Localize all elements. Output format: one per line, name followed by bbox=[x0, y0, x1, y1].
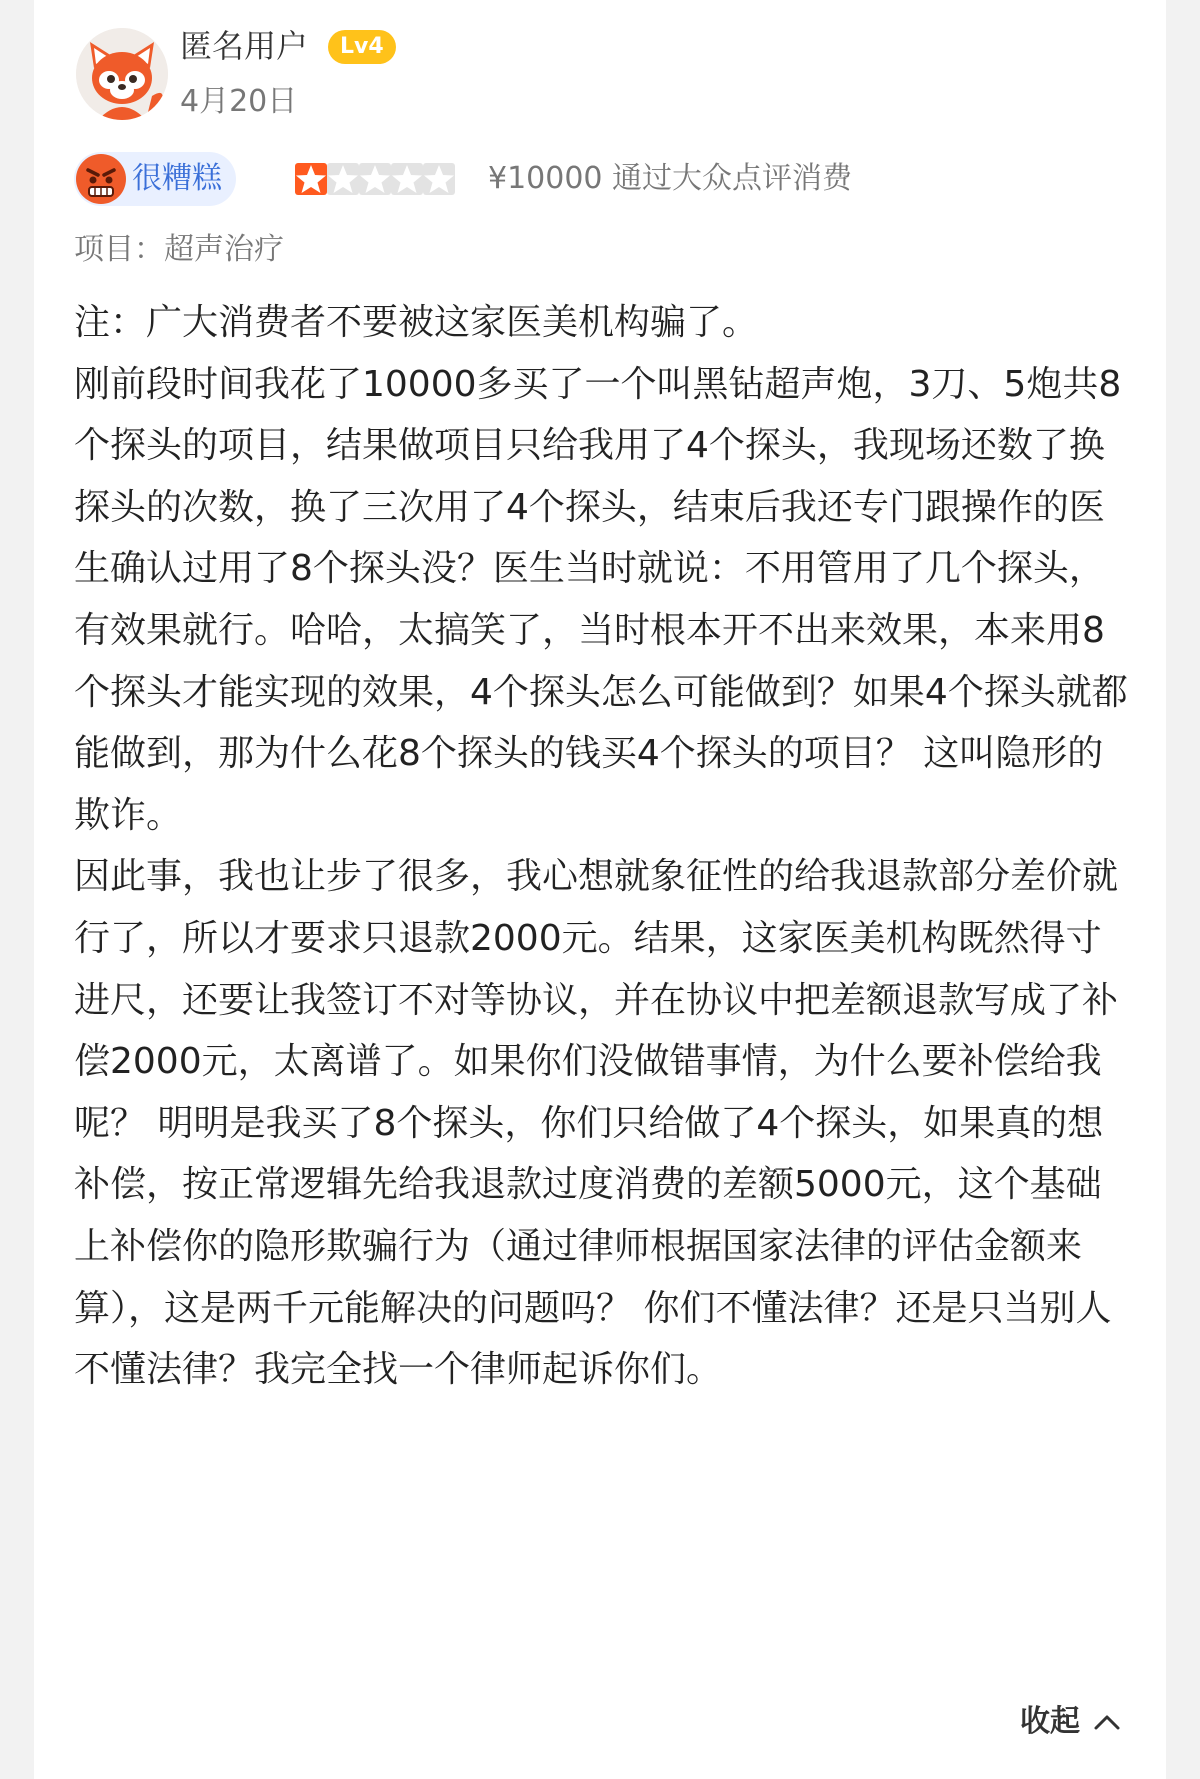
collapse-button[interactable]: 收起 bbox=[1020, 1704, 1080, 1739]
review-body bbox=[74, 292, 1130, 1401]
level-badge: Lv4 bbox=[328, 30, 396, 64]
red-panda-avatar-icon bbox=[76, 28, 168, 120]
rating-row bbox=[74, 152, 1154, 206]
star-empty-icon bbox=[422, 162, 456, 196]
user-name[interactable]: 匿名用户 bbox=[180, 27, 309, 65]
star-empty-icon bbox=[326, 162, 360, 196]
rating-label: 很糟糕 bbox=[132, 161, 222, 196]
star-empty-icon bbox=[358, 162, 392, 196]
price-info: ¥10000 通过大众点评消费 bbox=[488, 161, 853, 196]
angry-face-icon bbox=[74, 152, 128, 206]
rating-mood-badge bbox=[74, 152, 236, 206]
project-info: 项目：超声治疗 bbox=[74, 232, 284, 267]
avatar[interactable] bbox=[76, 28, 168, 120]
review-paragraph: 刚前段时间我花了10000多买了一个叫黑钻超声炮，3刀、5炮共8个探头的项目，结果做项目只给我用了4个探头，我现场还数了换探头的次数，换了三次用了4个探头，结束后我还专门跟操作的医生确认过用了8个探头没？医生当时就说：不用管用了几个探头，有效果就行。哈哈，太搞笑了，当时根本开不出来效果，本来用8个探头才能实现的效果，4个探头怎么可能做到？如果4个探头就都能做到，那为什么花8个探头的钱买4个探头的项目？ 这叫隐形的欺诈。 bbox=[74, 363, 1128, 836]
review-paragraph: 因此事，我也让步了很多，我心想就象征性的给我退款部分差价就行了，所以才要求只退款2000元。结果，这家医美机构既然得寸进尺，还要让我签订不对等协议，并在协议中把差额退款写成了补偿2000元，太离谱了。如果你们没做错事情，为什么要补偿给我呢？ 明明是我买了8个探头，你们只给做了4个探头，如果真的想补偿，按正常逻辑先给我退款过度消费的差额5000元，这个基础上补偿你的隐形欺骗行为（通过律师根据国家法律的评估金额来算），这是两千元能解决的问题吗？ 你们不懂法律？还是只当别人不懂法律？我完全找一个律师起诉你们。 bbox=[74, 856, 1119, 1391]
review-date: 4月20日 bbox=[180, 84, 298, 119]
star-empty-icon bbox=[390, 162, 424, 196]
star-filled-icon bbox=[294, 162, 328, 196]
review-card bbox=[34, 0, 1166, 1779]
review-paragraph: 注：广大消费者不要被这家医美机构骗了。 bbox=[74, 302, 759, 343]
chevron-up-icon[interactable] bbox=[1092, 1708, 1122, 1738]
